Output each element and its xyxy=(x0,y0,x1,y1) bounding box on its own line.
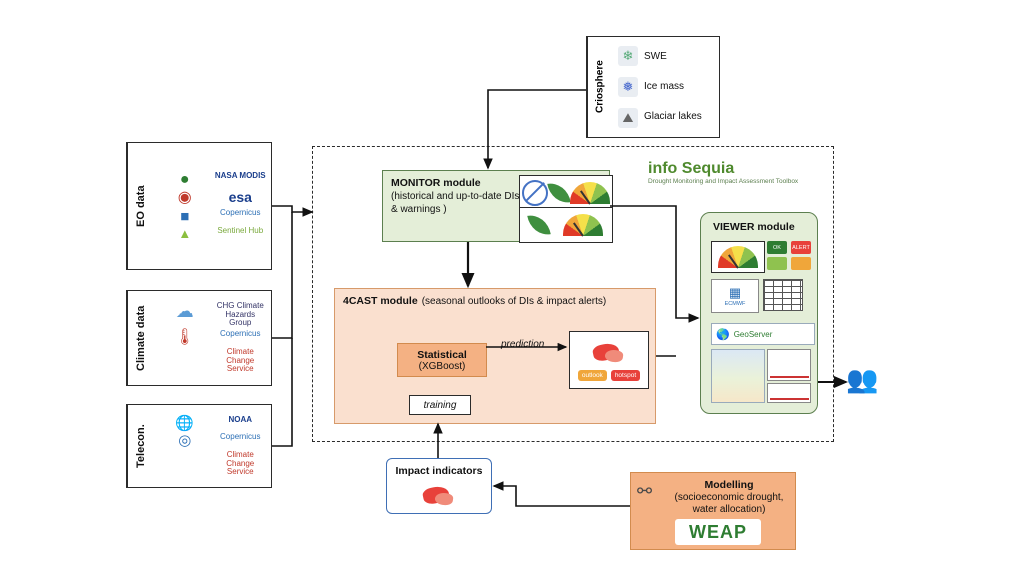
snowflake-icon: ❄ xyxy=(618,46,638,66)
viewer-module xyxy=(700,212,818,414)
logo-esa: esa xyxy=(228,189,252,206)
logo-nasa-modis-text: NASA MODIS xyxy=(214,170,266,180)
gauge-icon xyxy=(570,182,610,204)
forecast-subtitle: (seasonal outlooks of DIs & impact alerts) xyxy=(421,296,607,307)
source-box-eo-data xyxy=(126,142,272,270)
weap-label: WEAP xyxy=(689,521,747,542)
impact-indicators-box xyxy=(386,458,492,514)
cryosphere-item-swe xyxy=(618,46,713,66)
impact-title: Impact indicators xyxy=(395,465,483,477)
chart-icon xyxy=(767,349,811,381)
geoserver-label: GeoServer xyxy=(733,329,773,339)
cryosphere-item-label: Ice mass xyxy=(644,81,685,93)
source-label-eo-data: EO data xyxy=(127,143,154,269)
viewer-ecmwf-card xyxy=(711,279,759,313)
logo-chg: CHG Climate Hazards Group xyxy=(216,301,264,328)
modelling-title: Modelling xyxy=(704,479,754,491)
brand xyxy=(648,160,828,185)
ecmwf-label: ECMWF xyxy=(724,301,746,307)
logo-chg-mark: ☁ xyxy=(175,301,194,322)
viewer-tag-orange xyxy=(791,257,811,270)
source-label-climate-data: Climate data xyxy=(127,291,154,385)
logo-copernicus-3: Copernicus xyxy=(220,432,261,442)
statistical-model-box xyxy=(397,343,487,377)
viewer-map-preview xyxy=(711,349,765,403)
weap-logo xyxy=(675,519,761,545)
viewer-tag-green: OK xyxy=(767,241,787,254)
users-icon: 👥 xyxy=(846,364,879,394)
leaf-icon xyxy=(527,212,551,237)
viewer-geoserver-card xyxy=(711,323,815,345)
logo-copernicus-mark-3: ◎ xyxy=(178,432,192,450)
source-label-telecon: Telecon. xyxy=(127,405,154,487)
statistical-subtitle: (XGBoost) xyxy=(418,360,466,372)
monitor-indicator-card-2 xyxy=(519,207,613,243)
source-box-climate-data xyxy=(126,290,272,386)
cryosphere-label: Criosphere xyxy=(587,37,612,137)
logo-sentinelhub-mark: ▲ xyxy=(178,225,192,241)
globe-icon: 🌎 xyxy=(716,328,730,341)
logo-esa-mark: ◉ xyxy=(177,189,192,207)
viewer-gauge-card xyxy=(711,241,765,273)
cryosphere-item-glaciar-lakes xyxy=(618,108,713,128)
cryosphere-box xyxy=(586,36,720,138)
logo-c3s-2: Climate Change Service xyxy=(226,450,255,476)
logo-sentinel-mark: ■ xyxy=(180,208,190,226)
viewer-chart-preview-2 xyxy=(767,383,811,403)
source-box-telecon xyxy=(126,404,272,488)
viewer-tag-red: ALERT xyxy=(791,241,811,254)
brand-title: info Sequia xyxy=(648,160,735,177)
pill-hotspot: hotspot xyxy=(611,370,640,381)
leaf-icon xyxy=(547,180,571,205)
brand-subtitle: Drought Monitoring and Impact Assessment Toolbox xyxy=(648,178,799,185)
training-label-box xyxy=(409,395,471,415)
ice-icon: ❅ xyxy=(618,77,638,97)
monitor-title: MONITOR module xyxy=(391,177,481,189)
logo-c3s: Climate Change Service xyxy=(226,347,255,374)
logo-copernicus-2: Copernicus xyxy=(220,328,261,338)
gauge-icon xyxy=(718,246,758,268)
logo-nasa-modis: ● xyxy=(179,170,190,188)
cryosphere-item-ice-mass xyxy=(618,77,713,97)
viewer-table-card xyxy=(763,279,803,311)
logo-copernicus: Copernicus xyxy=(220,208,261,218)
viewer-chart-preview xyxy=(767,349,811,381)
logo-copernicus-mark-2: 🌡 xyxy=(174,328,195,346)
network-icon: ⚯ xyxy=(637,481,653,501)
monitor-subtitle: (historical and up-to-date DIs & warnings ) xyxy=(391,191,520,215)
forecast-title: 4CAST module xyxy=(343,295,418,307)
statistical-title: Statistical xyxy=(417,348,467,361)
viewer-title: VIEWER module xyxy=(713,221,795,233)
forecast-output-card xyxy=(569,331,649,389)
monitor-indicator-card-1 xyxy=(519,175,613,211)
gauge-icon xyxy=(563,214,603,236)
viewer-tag-lightgreen xyxy=(767,257,787,270)
logo-noaa: NOAA xyxy=(228,414,253,424)
table-icon xyxy=(763,279,803,311)
grid-icon: ▦ xyxy=(728,285,742,300)
modelling-subtitle: (socioeconomic drought, water allocation) xyxy=(674,492,784,515)
modelling-box xyxy=(630,472,796,550)
no-drought-icon xyxy=(522,180,548,206)
chart-icon xyxy=(767,383,811,403)
mountain-icon: ⛰ xyxy=(618,108,638,128)
monitor-module xyxy=(382,170,610,242)
training-label: training xyxy=(423,399,457,411)
cryosphere-item-label: SWE xyxy=(644,50,667,62)
cryosphere-item-label: Glaciar lakes xyxy=(644,111,702,123)
logo-noaa-mark: 🌐 xyxy=(175,414,195,432)
pill-outlook: outlook xyxy=(578,370,607,381)
forecast-module xyxy=(334,288,656,424)
prediction-label: prediction xyxy=(501,339,545,350)
drought-map-icon xyxy=(589,340,629,366)
logo-sentinel-hub: Sentinel Hub xyxy=(217,225,264,235)
